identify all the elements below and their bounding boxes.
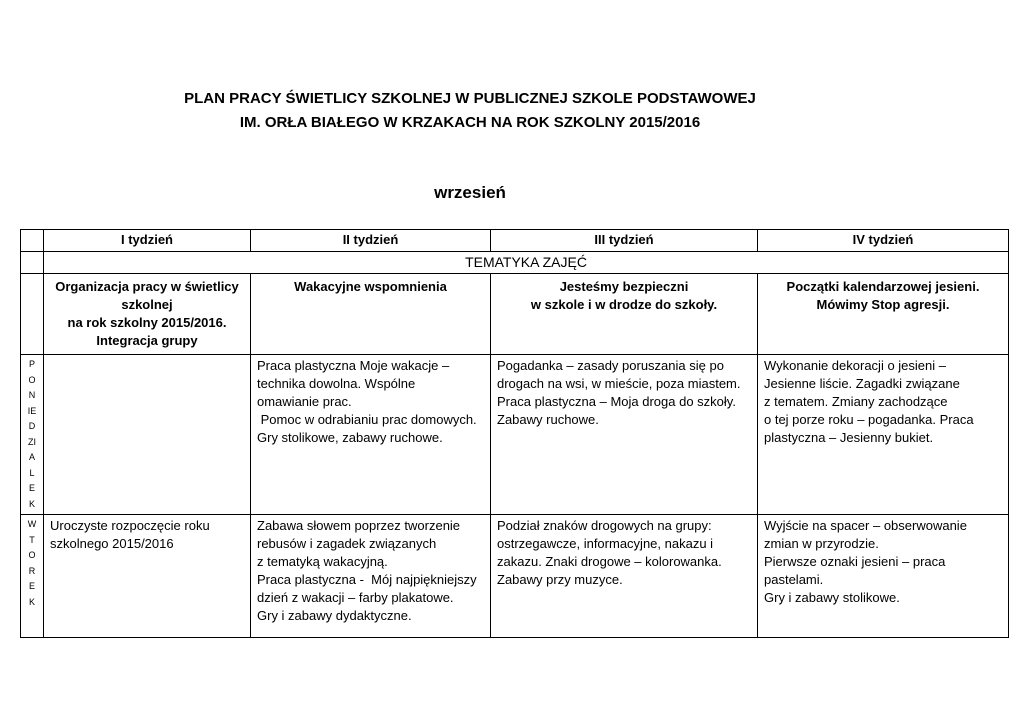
day-letter: D xyxy=(28,421,36,431)
monday-row xyxy=(21,355,1009,515)
day-letter: W xyxy=(27,519,37,529)
day-letter: E xyxy=(28,581,35,591)
activity-line: rebusów i zagadek związanych xyxy=(257,536,437,551)
activity-mon-week-2 xyxy=(251,355,491,515)
activity-line: Jesienne liście. Zagadki związane xyxy=(764,376,960,391)
activity-line: Pierwsze oznaki jesieni – praca xyxy=(764,554,946,569)
topic-line: w szkole i w drodze do szkoły. xyxy=(530,297,718,312)
topic-line: Organizacja pracy w świetlicy xyxy=(55,279,239,294)
activity-mon-week-3 xyxy=(491,355,758,515)
day-letter: N xyxy=(28,390,36,400)
activity-mon-week-4 xyxy=(758,355,1009,515)
topic-line: szkolnej xyxy=(121,297,173,312)
activity-line: z tematyką wakacyjną. xyxy=(257,554,388,569)
corner-cell xyxy=(21,230,44,252)
day-letter: IE xyxy=(27,405,37,416)
topic-week-3 xyxy=(491,274,758,355)
blank-cell xyxy=(21,274,44,355)
activity-line: technika dowolna. Wspólne xyxy=(257,376,416,391)
activity-line: Zabawa słowem poprzez tworzenie xyxy=(257,518,461,533)
activity-line: Uroczyste rozpoczęcie roku xyxy=(50,518,210,533)
activity-line: zakazu. Znaki drogowe – kolorowanka. xyxy=(497,554,722,569)
document-title-line-1: PLAN PRACY ŚWIETLICY SZKOLNEJ W PUBLICZNEJ SZKOLE PODSTAWOWEJ xyxy=(184,90,756,107)
activity-line: Zabawy ruchowe. xyxy=(497,412,599,427)
activity-tue-week-3 xyxy=(491,515,758,638)
activity-line: drogach na wsi, w mieście, poza miastem. xyxy=(497,376,741,391)
activity-line: ostrzegawcze, informacyjne, nakazu i xyxy=(497,536,714,551)
thematic-label: TEMATYKA ZAJĘĆ xyxy=(44,252,1009,274)
activity-line: Praca plastyczna – Moja droga do szkoły. xyxy=(497,394,736,409)
activity-line: Zabawy przy muzyce. xyxy=(497,572,623,587)
activity-line: dzień z wakacji – farby plakatowe. xyxy=(257,590,454,605)
activity-line: szkolnego 2015/2016 xyxy=(50,536,174,551)
activity-mon-week-1 xyxy=(44,355,251,515)
month-heading: wrzesień xyxy=(434,183,506,202)
topic-week-4 xyxy=(758,274,1009,355)
topic-line: Integracja grupy xyxy=(96,333,198,348)
day-letter: L xyxy=(29,467,35,478)
activity-line: Pogadanka – zasady poruszania się po xyxy=(497,358,724,373)
activity-line: plastyczna – Jesienny bukiet. xyxy=(764,430,934,445)
activity-line: Praca plastyczna Moje wakacje – xyxy=(257,358,450,373)
activity-line: o tej porze roku – pogadanka. Praca xyxy=(764,412,974,427)
activity-line: Gry i zabawy stolikowe. xyxy=(764,590,900,605)
topics-row xyxy=(21,274,1009,355)
activity-line: Praca plastyczna - Mój najpiękniejszy xyxy=(257,572,477,587)
tuesday-row xyxy=(21,515,1009,638)
day-letter: K xyxy=(28,498,35,509)
week-header-2: II tydzień xyxy=(251,230,491,252)
activity-tue-week-4 xyxy=(758,515,1009,638)
day-letter: ZI xyxy=(28,436,36,447)
topic-line: na rok szkolny 2015/2016. xyxy=(67,315,227,330)
topic-line: Mówimy Stop agresji. xyxy=(816,297,950,312)
day-label-monday xyxy=(21,355,44,515)
week-header-3: III tydzień xyxy=(491,230,758,252)
activity-line: omawianie prac. xyxy=(257,394,352,409)
thematic-row xyxy=(21,252,1009,274)
day-letter: O xyxy=(28,550,36,560)
activity-line: Gry i zabawy dydaktyczne. xyxy=(257,608,412,623)
document-title-line-2: IM. ORŁA BIAŁEGO W KRZAKACH NA ROK SZKOLNY 2015/2016 xyxy=(239,114,701,131)
day-letter: P xyxy=(28,359,35,369)
activity-line: Wyjście na spacer – obserwowanie xyxy=(764,518,967,533)
activity-line: Wykonanie dekoracji o jesieni – xyxy=(764,358,946,373)
week-header-4: IV tydzień xyxy=(758,230,1009,252)
activity-tue-week-2 xyxy=(251,515,491,638)
plan-table xyxy=(20,229,1009,638)
day-letter: A xyxy=(28,452,35,462)
week-header-row xyxy=(21,230,1009,252)
activity-tue-week-1 xyxy=(44,515,251,638)
blank-cell xyxy=(21,252,44,274)
topic-line: Początki kalendarzowej jesieni. xyxy=(786,279,980,294)
day-letter: E xyxy=(28,483,35,493)
day-letter: O xyxy=(28,374,36,385)
activity-line: pastelami. xyxy=(764,572,824,587)
activity-line: Gry stolikowe, zabawy ruchowe. xyxy=(257,430,443,445)
activity-line: zmian w przyrodzie. xyxy=(764,536,879,551)
day-letter: R xyxy=(28,565,36,576)
activity-line: z tematem. Zmiany zachodzące xyxy=(764,394,948,409)
day-letter: K xyxy=(28,596,35,607)
day-label-tuesday xyxy=(21,515,44,638)
topic-week-2 xyxy=(251,274,491,355)
topic-line: Wakacyjne wspomnienia xyxy=(294,279,447,294)
topic-week-1 xyxy=(44,274,251,355)
topic-line: Jesteśmy bezpieczni xyxy=(559,279,689,294)
activity-line: Podział znaków drogowych na grupy: xyxy=(497,518,712,533)
activity-line: Pomoc w odrabianiu prac domowych. xyxy=(257,412,477,427)
day-letter: T xyxy=(29,534,35,545)
week-header-1: I tydzień xyxy=(44,230,251,252)
